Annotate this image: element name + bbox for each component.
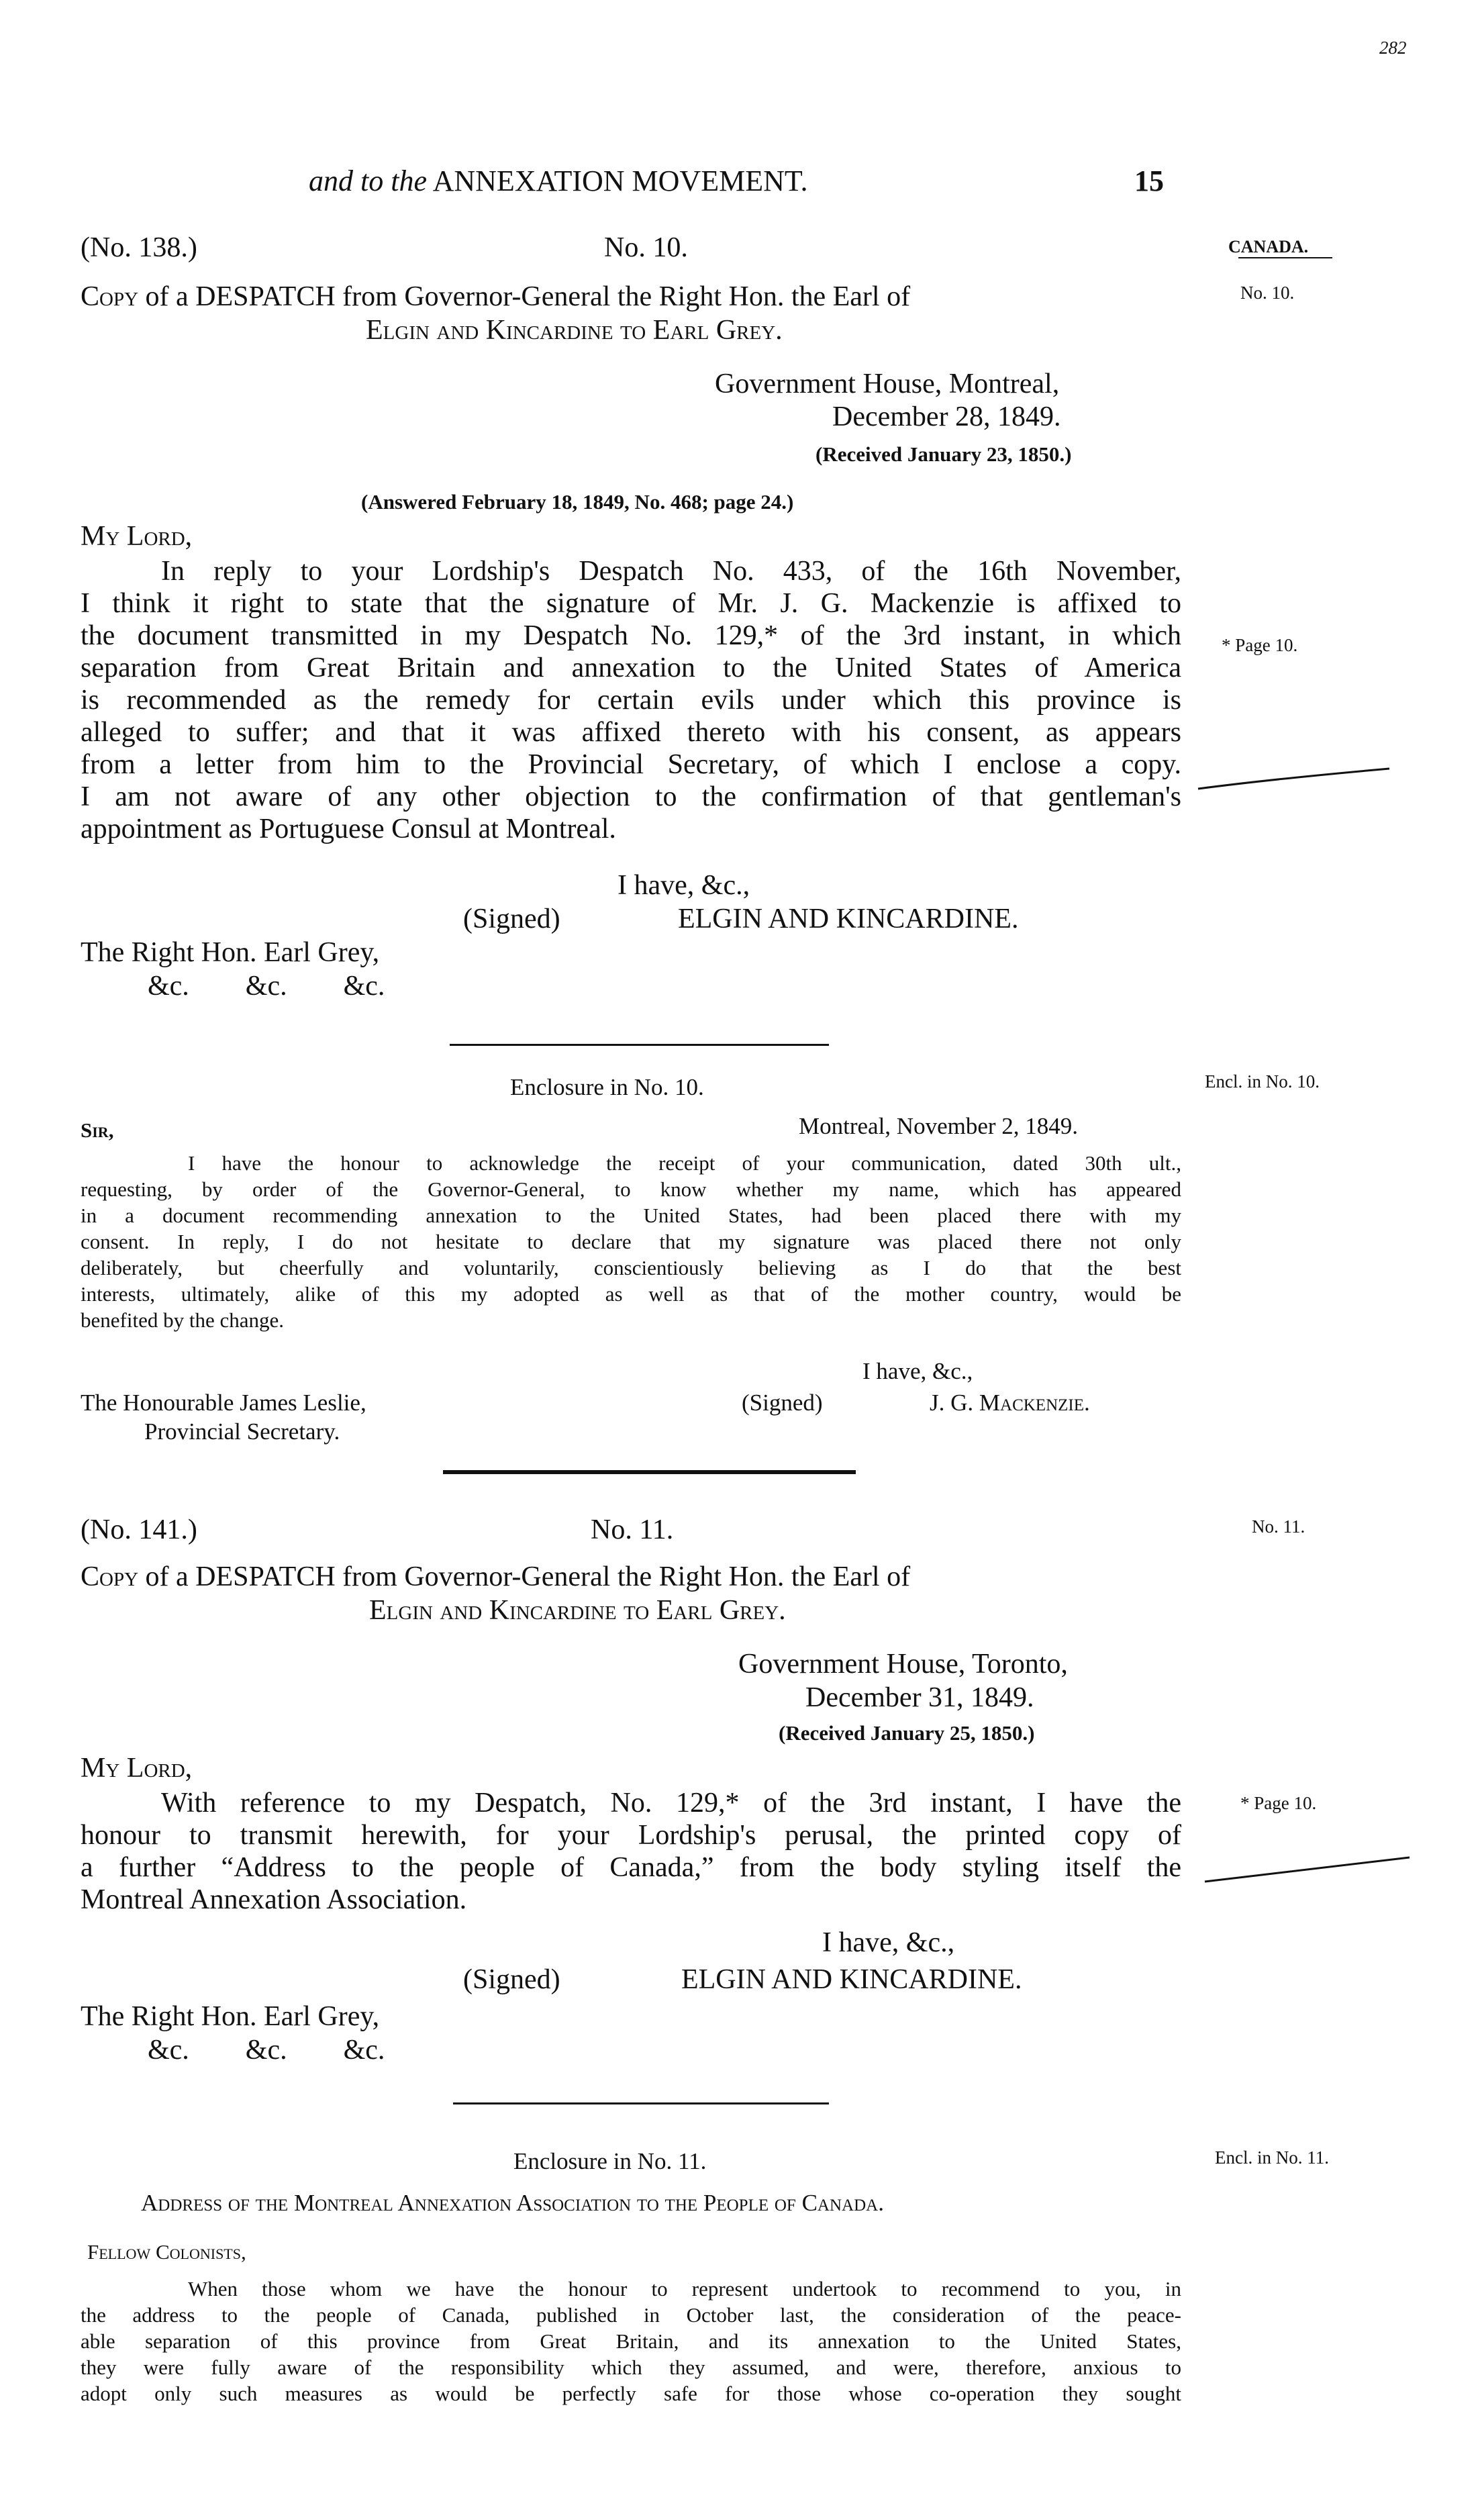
despatch11-title-rest: of a DESPATCH from Governor-General the Right Hon. the Earl of [138,1561,911,1592]
enclosure10-closing: I have, &c., [862,1358,973,1384]
enclosure10-body-line: consent. In reply, I do not hesitate to declare that my signature was placed there not only [81,1230,1181,1253]
despatch11-place: Government House, Toronto, [738,1649,1068,1680]
enclosure10-heading: Enclosure in No. 10. [510,1074,704,1100]
enclosure11-body-line: the address to the people of Canada, published in October last, the consideration of the peace- [81,2303,1181,2327]
despatch11-body-line: honour to transmit herewith, for your Lordship's perusal, the printed copy of [81,1820,1181,1851]
despatch10-body-line: appointment as Portuguese Consul at Montreal. [81,814,616,844]
despatch10-received: (Received January 23, 1850.) [816,442,1072,466]
margin-no10: No. 10. [1240,283,1295,303]
despatch10-addressee: The Right Hon. Earl Grey, [81,937,380,968]
running-head-italic: and to the [309,164,427,197]
section-divider [450,1044,829,1046]
despatch11-number: No. 11. [591,1514,674,1545]
enclosure11-body-line: able separation of this province from Great Britain, and its annexation to the United States, [81,2329,1181,2353]
despatch10-body-line: the document transmitted in my Despatch No. 129,* of the 3rd instant, in which [81,620,1181,651]
despatch11-salutation: My Lord, [81,1753,193,1784]
despatch10-number: No. 10. [604,232,688,263]
despatch10-closing: I have, &c., [618,870,750,901]
section-divider-thick [443,1470,856,1474]
despatch10-signature: ELGIN AND KINCARDINE. [678,904,1019,934]
margin-encl10: Encl. in No. 10. [1205,1071,1320,1092]
enclosure10-body-line: requesting, by order of the Governor-General, to know whether my name, which has appeared [81,1177,1181,1201]
despatch11-etc: &c. &c. &c. [148,2035,385,2066]
despatch10-title-rest: of a DESPATCH from Governor-General the Right Hon. the Earl of [138,281,911,312]
enclosure10-body-line: in a document recommending annexation to the United States, had been placed there with my [81,1204,1181,1227]
running-head [309,164,807,198]
margin-encl11: Encl. in No. 11. [1215,2147,1329,2168]
section-divider [453,2102,829,2104]
despatch10-title-copy: Copy [81,281,139,312]
page-number: 15 [1134,164,1164,197]
despatch11-body-line: Montreal Annexation Association. [81,1884,467,1915]
margin-page10-a: * Page 10. [1222,635,1298,655]
despatch10-body-line: alleged to suffer; and that it was affixed thereto with his consent, as appears [81,717,1181,748]
margin-pen-stroke-b [1201,1849,1416,1890]
enclosure10-place-date: Montreal, November 2, 1849. [799,1113,1079,1139]
despatch11-ref: (No. 141.) [81,1514,197,1545]
margin-page10-b: * Page 10. [1240,1793,1317,1813]
enclosure10-body-line: benefited by the change. [81,1308,284,1332]
enclosure10-body [81,1150,1181,1333]
despatch11-received: (Received January 25, 1850.) [779,1721,1035,1745]
despatch11-title-line2: Elgin and Kincardine to Earl Grey. [369,1595,786,1626]
despatch10-body-line: I am not aware of any other objection to the confirmation of that gentleman's [81,781,1181,812]
despatch10-signed: (Signed) [463,904,560,934]
margin-canada-underline [1238,257,1332,258]
despatch10-body-line: is recommended as the remedy for certain evils under which this province is [81,685,1181,716]
enclosure11-body-line: they were fully aware of the responsibility which they assumed, and were, therefore, anxious to [81,2356,1181,2379]
despatch11-closing: I have, &c., [822,1927,955,1958]
enclosure11-heading: Enclosure in No. 11. [513,2148,707,2174]
enclosure10-salutation: Sir, [81,1118,114,1142]
enclosure10-body-line: interests, ultimately, alike of this my adopted as well as that of the mother country, would be [81,1282,1181,1306]
enclosure11-body [81,2276,1181,2407]
margin-canada: CANADA. [1228,237,1309,256]
despatch10-body-line: from a letter from him to the Provincial Secretary, of which I enclose a copy. [81,749,1181,780]
despatch10-answered: (Answered February 18, 1849, No. 468; page 24.) [361,490,794,514]
enclosure10-body-line: I have the honour to acknowledge the receipt of your communication, dated 30th ult., [188,1151,1181,1175]
despatch11-title-line1 [81,1561,910,1593]
despatch10-body [81,555,1181,845]
margin-no11: No. 11. [1252,1516,1305,1537]
enclosure11-address-title: Address of the Montreal Annexation Association to the People of Canada. [141,2190,884,2216]
despatch11-body [81,1787,1181,1916]
despatch11-addressee: The Right Hon. Earl Grey, [81,2001,380,2032]
despatch10-ref: (No. 138.) [81,232,197,263]
despatch11-body-line: With reference to my Despatch, No. 129,* of the 3rd instant, I have the [161,1788,1181,1819]
enclosure10-signed: (Signed) [742,1390,823,1416]
enclosure10-body-line: deliberately, but cheerfully and voluntarily, conscientiously believing as I do that the best [81,1256,1181,1279]
running-head-caps: ANNEXATION MOVEMENT. [432,164,808,197]
despatch10-place: Government House, Montreal, [715,369,1060,399]
enclosure10-signature: J. G. Mackenzie. [930,1390,1090,1416]
despatch11-title-copy: Copy [81,1561,139,1592]
despatch11-body-line: a further “Address to the people of Canada,” from the body styling itself the [81,1852,1181,1883]
enclosure11-body-line: When those whom we have the honour to represent undertook to recommend to you, in [188,2277,1181,2300]
corner-mark: 282 [1379,38,1407,58]
despatch10-date: December 28, 1849. [832,401,1061,432]
enclosure11-body-line: adopt only such measures as would be perfectly safe for those whose co-operation they sought [81,2382,1181,2405]
despatch10-salutation: My Lord, [81,521,193,552]
despatch11-signed: (Signed) [463,1964,560,1995]
despatch11-date: December 31, 1849. [805,1682,1034,1713]
despatch11-signature: ELGIN AND KINCARDINE. [681,1964,1022,1995]
despatch10-title-line2: Elgin and Kincardine to Earl Grey. [366,315,783,346]
despatch10-body-line: I think it right to state that the signature of Mr. J. G. Mackenzie is affixed to [81,588,1181,619]
despatch10-body-line: In reply to your Lordship's Despatch No. 433, of the 16th November, [161,556,1181,587]
enclosure10-addressee-title: Provincial Secretary. [144,1418,340,1445]
despatch10-title-line1 [81,281,910,313]
despatch10-body-line: separation from Great Britain and annexation to the United States of America [81,652,1181,683]
margin-pen-stroke-a [1195,759,1396,799]
enclosure10-addressee: The Honourable James Leslie, [81,1390,366,1416]
enclosure11-salutation: Fellow Colonists, [87,2240,246,2264]
despatch10-etc: &c. &c. &c. [148,971,385,1002]
